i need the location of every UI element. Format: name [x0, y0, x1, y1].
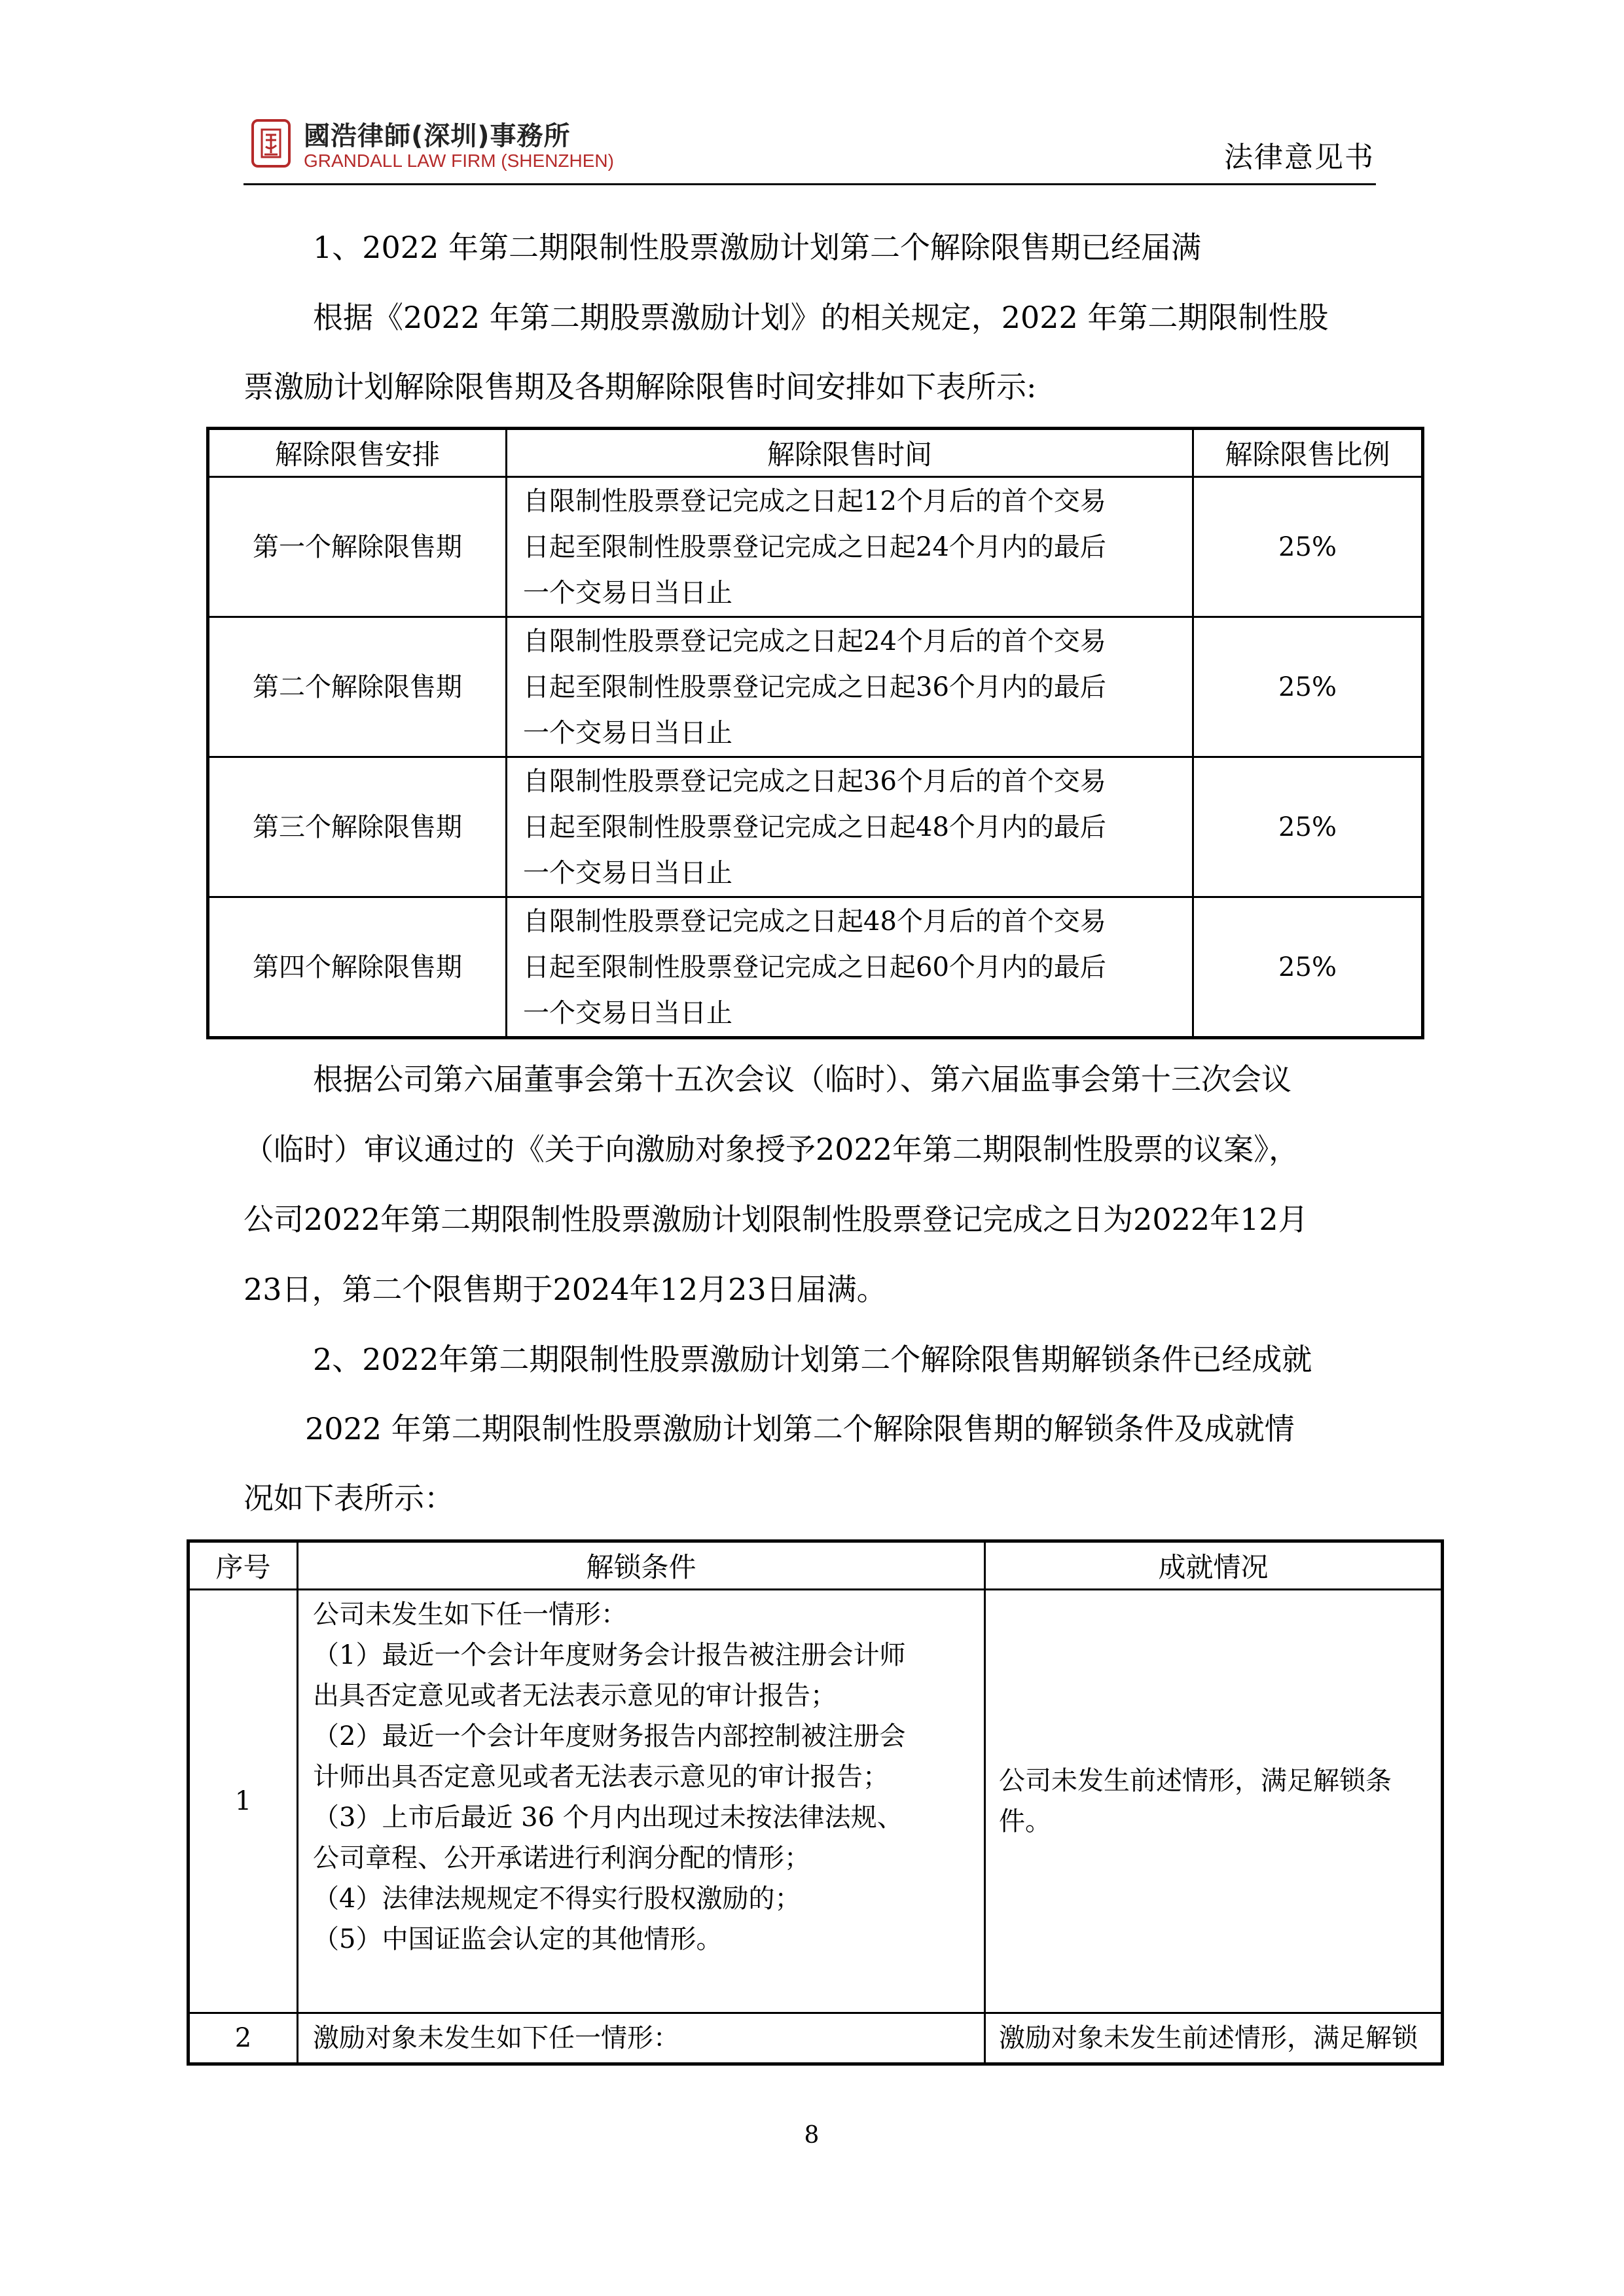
period-cell: 第三个解除限售期: [208, 757, 507, 897]
firm-name-en: GRANDALL LAW FIRM (SHENZHEN): [304, 151, 614, 171]
condition-line: （4）法律法规规定不得实行股权激励的；: [313, 1884, 801, 1914]
result-cell: [985, 2013, 1443, 2064]
condition-cell: [298, 1590, 985, 2013]
time-line: 一个交易日当日止: [523, 577, 732, 608]
column-header: 解除限售比例: [1193, 429, 1423, 477]
result-line: 公司未发生前述情形，满足解锁条: [999, 1766, 1392, 1796]
time-line: 一个交易日当日止: [523, 717, 732, 748]
condition-line: 公司未发生如下任一情形：: [313, 1600, 627, 1630]
time-line: 日起至限制性股票登记完成之日起48个月内的最后: [523, 812, 1106, 842]
column-header: 成就情况: [985, 1541, 1443, 1590]
table-row: [189, 1590, 1443, 2013]
board-resolution-line4: 23日，第二个限售期于2024年12月23日届满。: [244, 1272, 887, 1307]
time-cell: [507, 897, 1193, 1038]
period-cell: 第一个解除限售期: [208, 477, 507, 617]
page-number: 8: [804, 2122, 820, 2149]
result-line: 激励对象未发生前述情形，满足解锁: [999, 2023, 1418, 2053]
board-resolution-line3: 公司2022年第二期限制性股票激励计划限制性股票登记完成之日为2022年12月: [244, 1202, 1308, 1237]
table-row: [208, 617, 1423, 757]
firm-seal-logo: [251, 119, 291, 168]
time-line: 自限制性股票登记完成之日起48个月后的首个交易: [523, 906, 1106, 937]
ratio-cell: 25%: [1193, 897, 1423, 1038]
condition-line: 公司章程、公开承诺进行利润分配的情形；: [313, 1843, 810, 1873]
board-resolution-line2: （临时）审议通过的《关于向激励对象授予2022年第二期限制性股票的议案》，: [244, 1132, 1299, 1167]
condition-line: （5）中国证监会认定的其他情形。: [313, 1924, 723, 1954]
result-line: 件。: [999, 1806, 1051, 1837]
document-type: 法律意见书: [1224, 141, 1375, 174]
section1-intro-line2: 票激励计划解除限售期及各期解除限售时间安排如下表所示:: [244, 369, 1037, 404]
unlock-schedule-table: [206, 427, 1424, 1039]
time-cell: [507, 617, 1193, 757]
condition-line: 激励对象未发生如下任一情形：: [313, 2023, 679, 2053]
section1-intro-line1: 根据《2022 年第二期股票激励计划》的相关规定，2022 年第二期限制性股: [313, 300, 1329, 335]
table-header-row: [189, 1541, 1443, 1590]
condition-line: 计师出具否定意见或者无法表示意见的审计报告；: [313, 1762, 889, 1792]
condition-line: （1）最近一个会计年度财务会计报告被注册会计师: [313, 1640, 906, 1670]
time-cell: [507, 757, 1193, 897]
condition-line: （2）最近一个会计年度财务报告内部控制被注册会: [313, 1721, 906, 1751]
ratio-cell: 25%: [1193, 477, 1423, 617]
board-resolution-line1: 根据公司第六届董事会第十五次会议（临时）、第六届监事会第十三次会议: [313, 1062, 1291, 1097]
condition-line: 出具否定意见或者无法表示意见的审计报告；: [313, 1681, 837, 1711]
condition-cell: [298, 2013, 985, 2064]
table-row: [208, 477, 1423, 617]
time-line: 日起至限制性股票登记完成之日起24个月内的最后: [523, 531, 1106, 562]
section2-intro-line2: 况如下表所示：: [244, 1480, 454, 1516]
section2-intro-line1: 2022 年第二期限制性股票激励计划第二个解除限售期的解锁条件及成就情: [305, 1411, 1295, 1446]
unlock-conditions-table: [187, 1539, 1444, 2066]
column-header: 序号: [189, 1541, 298, 1590]
firm-name-cn: 國浩律師(深圳)事務所: [304, 121, 571, 151]
result-cell: [985, 1590, 1443, 2013]
period-cell: 第四个解除限售期: [208, 897, 507, 1038]
table-row: [208, 757, 1423, 897]
time-line: 自限制性股票登记完成之日起24个月后的首个交易: [523, 626, 1106, 656]
section1-heading: 1、2022 年第二期限制性股票激励计划第二个解除限售期已经届满: [313, 230, 1201, 265]
column-header: 解除限售安排: [208, 429, 507, 477]
table-row: [189, 2013, 1443, 2064]
time-line: 日起至限制性股票登记完成之日起36个月内的最后: [523, 672, 1106, 702]
column-header: 解除限售时间: [507, 429, 1193, 477]
row-number: 2: [189, 2013, 298, 2064]
seal-glyph-icon: [258, 126, 284, 161]
time-line: 一个交易日当日止: [523, 857, 732, 888]
table-row: [208, 897, 1423, 1038]
table-header-row: [208, 429, 1423, 477]
ratio-cell: 25%: [1193, 757, 1423, 897]
page-header: [244, 110, 1376, 185]
time-cell: [507, 477, 1193, 617]
period-cell: 第二个解除限售期: [208, 617, 507, 757]
condition-line: （3）上市后最近 36 个月内出现过未按法律法规、: [313, 1803, 903, 1833]
time-line: 自限制性股票登记完成之日起36个月后的首个交易: [523, 766, 1106, 797]
section2-heading: 2、2022年第二期限制性股票激励计划第二个解除限售期解锁条件已经成就: [313, 1342, 1312, 1377]
ratio-cell: 25%: [1193, 617, 1423, 757]
time-line: 日起至限制性股票登记完成之日起60个月内的最后: [523, 952, 1106, 982]
time-line: 自限制性股票登记完成之日起12个月后的首个交易: [523, 486, 1106, 516]
column-header: 解锁条件: [298, 1541, 985, 1590]
row-number: 1: [189, 1590, 298, 2013]
time-line: 一个交易日当日止: [523, 997, 732, 1028]
